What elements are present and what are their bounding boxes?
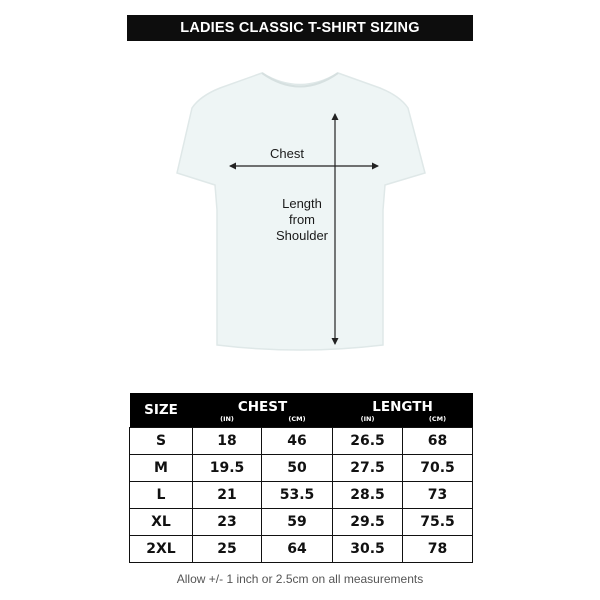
table-header-row — [130, 393, 473, 415]
chest-in-cell: 21 — [193, 482, 262, 509]
length-label-line: Shoulder — [275, 228, 329, 243]
size-table — [129, 393, 473, 563]
size-cell: S — [130, 428, 193, 455]
table-row — [130, 536, 473, 563]
chest-cm-cell: 64 — [262, 536, 333, 563]
length-cm-cell: 70.5 — [403, 455, 473, 482]
length-cm-cell: 68 — [403, 428, 473, 455]
length-in-cell: 29.5 — [333, 509, 403, 536]
length-label — [268, 196, 336, 244]
length-header: LENGTH — [333, 393, 473, 415]
length-in-cell: 27.5 — [333, 455, 403, 482]
table-row — [130, 482, 473, 509]
size-header: SIZE — [130, 393, 193, 428]
unit-header: (IN) — [333, 415, 403, 428]
chest-header: CHEST — [193, 393, 333, 415]
length-cm-cell: 78 — [403, 536, 473, 563]
measurement-footnote: Allow +/- 1 inch or 2.5cm on all measurements — [176, 572, 424, 586]
length-in-cell: 30.5 — [333, 536, 403, 563]
chest-label: Chest — [270, 146, 304, 161]
size-cell: 2XL — [130, 536, 193, 563]
chest-cm-cell: 59 — [262, 509, 333, 536]
unit-header: (CM) — [262, 415, 333, 428]
chest-cm-cell: 53.5 — [262, 482, 333, 509]
chest-cm-cell: 50 — [262, 455, 333, 482]
length-in-cell: 26.5 — [333, 428, 403, 455]
unit-header: (IN) — [193, 415, 262, 428]
table-row — [130, 428, 473, 455]
length-in-cell: 28.5 — [333, 482, 403, 509]
size-cell: XL — [130, 509, 193, 536]
table-row — [130, 509, 473, 536]
chest-cm-cell: 46 — [262, 428, 333, 455]
length-cm-cell: 73 — [403, 482, 473, 509]
chest-in-cell: 23 — [193, 509, 262, 536]
size-cell: L — [130, 482, 193, 509]
table-row — [130, 455, 473, 482]
chest-in-cell: 18 — [193, 428, 262, 455]
chest-in-cell: 19.5 — [193, 455, 262, 482]
size-cell: M — [130, 455, 193, 482]
length-cm-cell: 75.5 — [403, 509, 473, 536]
page-title: LADIES CLASSIC T-SHIRT SIZING — [127, 15, 473, 41]
chest-in-cell: 25 — [193, 536, 262, 563]
length-label-line: from — [289, 212, 315, 227]
length-label-line: Length — [282, 196, 322, 211]
unit-header: (CM) — [403, 415, 473, 428]
